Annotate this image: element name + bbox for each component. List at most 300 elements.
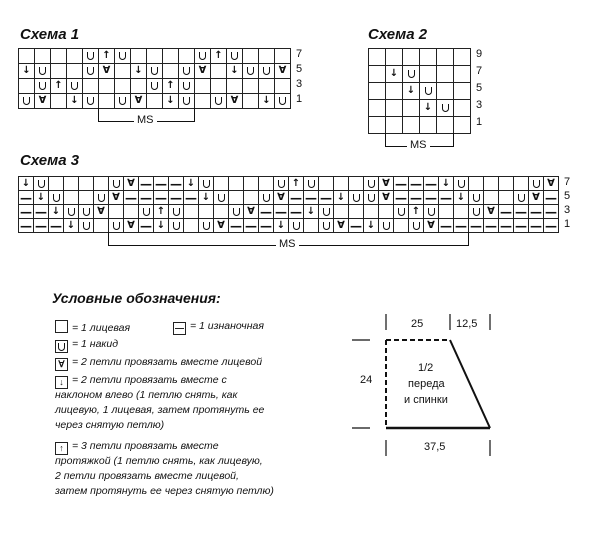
ssk-symbol: ↓ (36, 191, 46, 203)
grid-cell (483, 218, 499, 233)
grid-cell (243, 204, 259, 219)
grid-cell (48, 176, 64, 191)
grid-cell (213, 176, 229, 191)
yarn-over-symbol (23, 97, 30, 105)
yarn-over-symbol (442, 104, 449, 112)
yarn-over-symbol (473, 208, 480, 216)
purl-symbol: — (395, 190, 407, 205)
grid-cell (138, 190, 154, 205)
grid-cell (468, 190, 484, 205)
purl-symbol: — (20, 218, 32, 233)
grid-cell (408, 190, 424, 205)
sk2p-symbol: ↑ (291, 177, 301, 189)
dim-top-left: 25 (411, 318, 424, 330)
yarn-over-symbol (71, 82, 78, 90)
grid-cell (385, 99, 403, 117)
grid-cell (138, 218, 154, 233)
grid-cell (423, 218, 439, 233)
grid-cell (438, 176, 454, 191)
grid-cell (438, 190, 454, 205)
purl-symbol: — (155, 190, 167, 205)
grid-cell (18, 190, 34, 205)
ssk-symbol: ↓ (21, 177, 31, 189)
purl-symbol: — (155, 176, 167, 191)
grid-cell (543, 176, 559, 191)
purl-symbol: — (425, 176, 437, 191)
grid-cell (288, 204, 304, 219)
grid-cell (78, 190, 94, 205)
yarn-over-symbol (87, 67, 94, 75)
grid-cell (258, 48, 275, 64)
grid-cell (34, 78, 51, 94)
ssk-symbol: ↓ (336, 191, 346, 203)
ssk-symbol: ↓ (276, 219, 286, 231)
grid-cell (436, 116, 454, 134)
grid-cell (274, 78, 291, 94)
yarn-over-symbol (199, 52, 206, 60)
grid-cell (98, 48, 115, 64)
grid-cell (33, 218, 49, 233)
k2tog-symbol: ∀ (547, 177, 555, 189)
grid-cell (50, 93, 67, 109)
dim-bottom: 37,5 (424, 441, 446, 453)
grid-cell (168, 176, 184, 191)
grid-cell (242, 93, 259, 109)
piece-label-1: 1/2 (418, 362, 434, 374)
grid-cell (228, 218, 244, 233)
grid-cell (436, 82, 454, 100)
ssk-symbol: ↓ (423, 102, 433, 113)
row-number: 7 (476, 65, 483, 77)
row-number: 7 (296, 48, 303, 60)
grid-cell (273, 176, 289, 191)
grid-cell (18, 93, 35, 109)
grid-cell (33, 190, 49, 205)
yarn-over-symbol (151, 82, 158, 90)
grid-cell (93, 190, 109, 205)
grid-cell (78, 176, 94, 191)
legend-item (55, 419, 164, 432)
purl-symbol: — (545, 204, 557, 219)
legend-item (55, 389, 237, 402)
legend-item (173, 320, 264, 335)
ssk-symbol: ↓ (366, 219, 376, 231)
purl-symbol-key: — (175, 323, 184, 333)
grid-cell (528, 190, 544, 205)
ms-bracket-right (468, 232, 469, 246)
grid-cell (168, 190, 184, 205)
purl-symbol: — (515, 204, 527, 219)
legend-text: протяжкой (1 петлю снять, как лицевую, (55, 455, 263, 467)
grid-cell (114, 48, 131, 64)
grid-cell (348, 204, 364, 219)
grid-cell (378, 176, 394, 191)
ssk-symbol: ↓ (22, 65, 31, 76)
row-number: 1 (476, 116, 483, 128)
k2tog-symbol: ∀ (427, 219, 435, 231)
purl-symbol: — (395, 176, 407, 191)
grid-cell (82, 63, 99, 79)
grid-cell (513, 218, 529, 233)
grid-cell (93, 176, 109, 191)
row-number: 5 (564, 190, 571, 202)
grid-cell (453, 82, 471, 100)
grid-cell (408, 176, 424, 191)
row-number: 3 (564, 204, 571, 216)
grid-cell (288, 218, 304, 233)
grid-cell (453, 48, 471, 66)
grid-cell (138, 204, 154, 219)
grid-cell (168, 204, 184, 219)
yarn-over-symbol (119, 52, 126, 60)
grid-cell (213, 218, 229, 233)
grid-cell (63, 190, 79, 205)
row-number: 9 (476, 48, 483, 60)
legend-item (55, 374, 227, 389)
grid-cell (168, 218, 184, 233)
grid-cell (468, 204, 484, 219)
grid-cell (198, 218, 214, 233)
yarn-over-symbol (58, 343, 65, 351)
grid-cell (498, 190, 514, 205)
row-number: 3 (296, 78, 303, 90)
row-number: 1 (564, 218, 571, 230)
yarn-over-symbol (203, 180, 210, 188)
yarn-over-symbol (203, 222, 210, 230)
ms-bracket-right (453, 133, 454, 147)
grid-cell (228, 176, 244, 191)
grid-cell (130, 48, 147, 64)
legend-item (55, 356, 262, 371)
grid-cell (258, 190, 274, 205)
grid-cell (123, 176, 139, 191)
grid-cell (513, 176, 529, 191)
grid-cell (368, 48, 386, 66)
legend-text: = 1 лицевая (72, 322, 131, 334)
yarn-over-symbol (383, 222, 390, 230)
grid-cell (66, 93, 83, 109)
grid-cell (153, 204, 169, 219)
grid-cell (258, 176, 274, 191)
grid-cell (34, 63, 51, 79)
sk2p-symbol: ↑ (411, 205, 421, 217)
row-number: 7 (564, 176, 571, 188)
grid-cell (123, 190, 139, 205)
grid-cell (303, 176, 319, 191)
k2tog-symbol: ∀ (38, 95, 47, 106)
grid-cell (242, 63, 259, 79)
yarn-over-symbol (247, 67, 254, 75)
scheme-1-title: Схема 1 (20, 26, 80, 43)
yarn-over-symbol (39, 82, 46, 90)
knit-cell-key (55, 320, 68, 333)
grid-cell (183, 218, 199, 233)
grid-cell (63, 218, 79, 233)
yarn-over-symbol (458, 180, 465, 188)
grid-cell (210, 93, 227, 109)
grid-cell (48, 218, 64, 233)
purl-symbol: — (515, 218, 527, 233)
purl-symbol: — (500, 204, 512, 219)
grid-cell (273, 204, 289, 219)
k2tog-symbol-key: ∀ (55, 358, 68, 371)
grid-cell (63, 176, 79, 191)
purl-symbol: — (530, 218, 542, 233)
purl-symbol: — (290, 190, 302, 205)
ssk-symbol: ↓ (230, 65, 239, 76)
grid-cell (453, 116, 471, 134)
legend-text: = 1 изнаночная (190, 320, 264, 332)
yarn-over-symbol (231, 52, 238, 60)
purl-symbol: — (410, 176, 422, 191)
grid-cell (178, 63, 195, 79)
scheme-3-title: Схема 3 (20, 152, 80, 169)
grid-cell (66, 78, 83, 94)
grid-cell (178, 48, 195, 64)
grid-cell (146, 63, 163, 79)
grid-cell (274, 93, 291, 109)
grid-cell (258, 204, 274, 219)
purl-symbol: — (305, 190, 317, 205)
purl-symbol: — (20, 190, 32, 205)
k2tog-symbol: ∀ (278, 65, 287, 76)
grid-cell (438, 204, 454, 219)
k2tog-symbol: ∀ (127, 177, 135, 189)
grid-cell (183, 190, 199, 205)
grid-cell (498, 176, 514, 191)
grid-cell (153, 176, 169, 191)
grid-cell (243, 218, 259, 233)
grid-cell (82, 93, 99, 109)
yarn-over-symbol (425, 87, 432, 95)
grid-cell (146, 48, 163, 64)
grid-cell (210, 63, 227, 79)
purl-symbol: — (485, 218, 497, 233)
grid-cell (543, 204, 559, 219)
grid-cell (363, 204, 379, 219)
purl-symbol: — (275, 204, 287, 219)
purl-symbol: — (35, 218, 47, 233)
purl-symbol: — (290, 204, 302, 219)
sk2p-symbol: ↑ (54, 80, 63, 91)
grid-cell (453, 176, 469, 191)
grid-cell (453, 99, 471, 117)
grid-cell (258, 63, 275, 79)
grid-cell (114, 63, 131, 79)
grid-cell (385, 82, 403, 100)
purl-symbol: — (530, 204, 542, 219)
sk2p-symbol: ↑ (156, 205, 166, 217)
grid-cell (274, 63, 291, 79)
yarn-over-symbol (278, 180, 285, 188)
grid-cell (243, 176, 259, 191)
grid-cell (419, 65, 437, 83)
grid-cell (333, 204, 349, 219)
legend-text: 2 петли провязать вместе лицевой, (55, 470, 239, 482)
legend-text: = 1 накид (72, 338, 119, 350)
k2tog-symbol: ∀ (532, 191, 540, 203)
yarn-over-symbol (263, 194, 270, 202)
k2tog-symbol: ∀ (97, 205, 105, 217)
grid-cell (393, 218, 409, 233)
ssk-symbol-key: ↓ (55, 376, 68, 389)
k2tog-symbol: ∀ (198, 65, 207, 76)
grid-cell (368, 99, 386, 117)
yarn-over-symbol (39, 67, 46, 75)
k2tog-symbol: ∀ (382, 191, 390, 203)
ssk-symbol: ↓ (306, 205, 316, 217)
grid-cell (194, 63, 211, 79)
yarn-over-symbol (308, 180, 315, 188)
ms-bracket-right (194, 108, 195, 122)
purl-symbol: — (545, 190, 557, 205)
legend-text: = 2 петли провязать вместе с (72, 374, 227, 386)
yarn-over-symbol (173, 222, 180, 230)
grid-cell (178, 78, 195, 94)
grid-cell (468, 176, 484, 191)
grid-cell (408, 204, 424, 219)
grid-cell (288, 190, 304, 205)
purl-symbol: — (140, 190, 152, 205)
grid-cell (108, 176, 124, 191)
grid-cell (162, 78, 179, 94)
grid-cell (93, 204, 109, 219)
purl-symbol: — (230, 218, 242, 233)
ms-label: MS (134, 114, 157, 126)
grid-cell (273, 218, 289, 233)
grid-cell (368, 82, 386, 100)
k2tog-symbol: ∀ (247, 205, 255, 217)
k2tog-symbol: ∀ (382, 177, 390, 189)
grid-cell (333, 218, 349, 233)
yarn-over-symbol (323, 208, 330, 216)
grid-cell (153, 218, 169, 233)
yarn-over-symbol (183, 97, 190, 105)
yarn-over-symbol (113, 222, 120, 230)
yarn-over-symbol (368, 194, 375, 202)
legend-text: лицевую, 1 лицевая, затем протянуть ее (55, 404, 265, 416)
grid-cell (423, 204, 439, 219)
grid-cell (130, 63, 147, 79)
grid-cell (178, 93, 195, 109)
purl-symbol: — (185, 190, 197, 205)
yarn-over-symbol (368, 180, 375, 188)
grid-cell (528, 176, 544, 191)
legend-text: наклоном влево (1 петлю снять, как (55, 389, 238, 401)
yarn-over-symbol (428, 208, 435, 216)
grid-cell (438, 218, 454, 233)
row-number: 5 (476, 82, 483, 94)
k2tog-symbol: ∀ (127, 219, 135, 231)
grid-cell (528, 204, 544, 219)
grid-cell (393, 204, 409, 219)
grid-cell (18, 176, 34, 191)
grid-cell (98, 78, 115, 94)
purl-symbol: — (500, 218, 512, 233)
ssk-symbol: ↓ (186, 177, 196, 189)
yarn-over-symbol (215, 97, 222, 105)
grid-cell (303, 204, 319, 219)
grid-cell (385, 65, 403, 83)
grid-cell (498, 204, 514, 219)
grid-cell (498, 218, 514, 233)
purl-symbol: — (470, 218, 482, 233)
purl-symbol: — (455, 218, 467, 233)
purl-symbol: — (425, 190, 437, 205)
purl-symbol: — (125, 190, 137, 205)
legend-item (55, 440, 219, 455)
grid-cell (543, 218, 559, 233)
grid-cell (453, 65, 471, 83)
ms-bracket-left (108, 232, 109, 246)
sk2p-symbol-key: ↑ (55, 442, 68, 455)
grid-cell (228, 204, 244, 219)
grid-cell (48, 190, 64, 205)
grid-cell (288, 176, 304, 191)
k2tog-symbol: ∀ (230, 95, 239, 106)
grid-cell (385, 116, 403, 134)
grid-cell (50, 48, 67, 64)
grid-cell (98, 93, 115, 109)
grid-cell (318, 218, 334, 233)
yarn-over-symbol (323, 222, 330, 230)
k2tog-symbol: ∀ (217, 219, 225, 231)
grid-cell (78, 204, 94, 219)
grid-cell (242, 78, 259, 94)
grid-cell (468, 218, 484, 233)
grid-cell (402, 99, 420, 117)
yarn-over-symbol (218, 194, 225, 202)
yarn-over-symbol (183, 82, 190, 90)
yarn-over-symbol (279, 97, 286, 105)
grid-cell (318, 176, 334, 191)
grid-cell (318, 204, 334, 219)
purl-symbol: — (440, 190, 452, 205)
grid-cell (213, 190, 229, 205)
yarn-over-symbol (87, 52, 94, 60)
grid-cell (93, 218, 109, 233)
ssk-symbol: ↓ (134, 65, 143, 76)
grid-cell (273, 190, 289, 205)
grid-cell (82, 48, 99, 64)
grid-cell (18, 78, 35, 94)
grid-cell (348, 218, 364, 233)
grid-cell (226, 78, 243, 94)
grid-cell (123, 204, 139, 219)
grid-cell (226, 48, 243, 64)
purl-symbol: — (20, 204, 32, 219)
purl-symbol: — (260, 204, 272, 219)
legend-item (55, 485, 274, 498)
grid-cell (198, 190, 214, 205)
grid-cell (18, 63, 35, 79)
dim-left: 24 (360, 374, 373, 386)
ssk-symbol: ↓ (406, 85, 416, 96)
grid-cell (194, 93, 211, 109)
purl-symbol: — (260, 218, 272, 233)
grid-cell (385, 48, 403, 66)
ssk-symbol: ↓ (66, 219, 76, 231)
legend-item (55, 338, 118, 353)
grid-cell (368, 116, 386, 134)
grid-cell (33, 204, 49, 219)
yarn-over-symbol (83, 222, 90, 230)
k2tog-symbol: ∀ (487, 205, 495, 217)
ssk-symbol: ↓ (156, 219, 166, 231)
grid-cell (419, 82, 437, 100)
grid-cell (333, 190, 349, 205)
yarn-over-symbol (38, 180, 45, 188)
